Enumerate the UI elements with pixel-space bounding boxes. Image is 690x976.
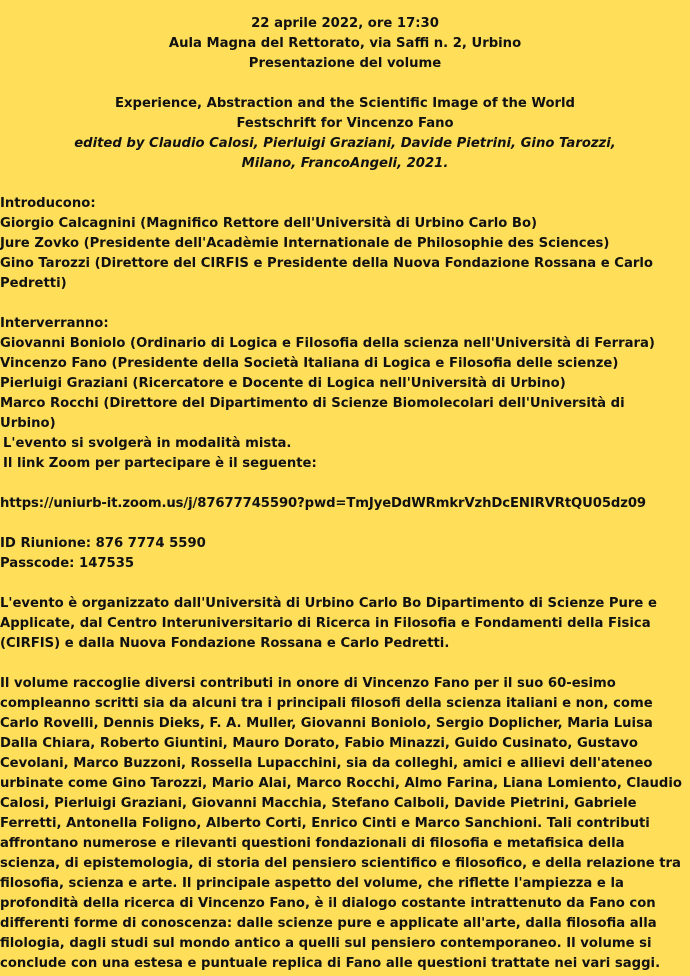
zoom-section (0, 494, 690, 514)
zoom-link[interactable]: https://uniurb-it.zoom.us/j/87677745590?pwd=TmJyeDdWRmkrVzhDcENIRVRtQU05dz09 (0, 496, 646, 511)
event-type: Presentazione del volume (248, 56, 442, 71)
book-title: Experience, Abstraction and the Scientific Image of the World (115, 96, 575, 111)
event-venue: Aula Magna del Rettorato, via Saffi n. 2, Urbino (168, 36, 522, 51)
event-date: 22 aprile 2022, ore 17:30 (251, 16, 439, 31)
speaker-item: Pierluigi Graziani (Ricercatore e Docente di Logica nell'Università di Urbino) (0, 376, 566, 391)
description-paragraph: Il volume raccoglie diversi contributi in onore di Vincenzo Fano per il suo 60-esimo compleanno scritti sia da alcuni tra i principali filosofi della scienza italiani e non, come Carlo Rovelli, Dennis Dieks, F. A. Muller, Giovanni Boniolo, Sergio Doplicher, Maria Luisa Dalla Chiara, Roberto Giuntini, Mauro Dorato, Fabio Minazzi, Guido Cusinato, Gustavo Cevolani, Marco Buzzoni, Rossella Lupacchini, sia da colleghi, amici e allievi dell'ateneo urbinate come Gino Tarozzi, Mario Alai, Marco Rocchi, Almo Farina, Liana Lomiento, Claudio Calosi, Pierluigi Graziani, Giovanni Macchia, Stefano Calboli, Davide Pietrini, Gabriele Ferretti, Antonella Foligno, Alberto Corti, Enrico Cinti e Marco Sanchioni. Tali contributi affrontano numerose e rilevanti questioni fondazionali di filosofia e metafisica della scienza, di epistemologia, di storia del pensiero scientifico e filosofico, e della relazione tra filosofia, scienza e arte. Il principale aspetto del volume, che riflette l'ampiezza e la profondità della ricerca di Vincenzo Fano, è il dialogo costante intrattenuto da Fano con differenti forme di conoscenza: dalle scienze pure e applicate all'arte, dalla filosofia alla filologia, dagli studi sul mondo antico a quelli sul pensiero contemporaneo. Il volume si conclude con una estesa e puntuale replica di Fano alle questioni trattate nei vari saggi. (0, 676, 682, 971)
speaker-item: Giorgio Calcagnini (Magnifico Rettore dell'Università di Urbino Carlo Bo) (0, 216, 538, 231)
book-publisher: Milano, FrancoAngeli, 2021. (241, 156, 449, 171)
book-editors: edited by Claudio Calosi, Pierluigi Graziani, Davide Pietrini, Gino Tarozzi, (74, 136, 616, 151)
speaker-item: Jure Zovko (Presidente dell'Acadèmie Internationale de Philosophie des Sciences) (0, 236, 610, 251)
organizers-paragraph: L'evento è organizzato dall'Università di Urbino Carlo Bo Dipartimento di Scienze Pure e Applicate, dal Centro Interuniversitario di Ricerca in Filosofia e Fondamenti della Fisica (CIRFIS) e dalla Nuova Fondazione Rossana e Carlo Pedretti. (0, 596, 657, 651)
speaker-item: Marco Rocchi (Direttore del Dipartimento di Scienze Biomolecolari dell'Università di Urbino) (0, 396, 625, 431)
interverranno-heading: Interverranno: (0, 316, 109, 331)
event-header (0, 14, 690, 74)
meeting-passcode: Passcode: 147535 (0, 556, 135, 571)
zoom-note: Il link Zoom per partecipare è il seguente: (3, 456, 317, 471)
book-info (0, 94, 690, 174)
book-subtitle: Festschrift for Vincenzo Fano (236, 116, 454, 131)
mode-note: L'evento si svolgerà in modalità mista. (3, 436, 292, 451)
speaker-item: Vincenzo Fano (Presidente della Società Italiana di Logica e Filosofia delle scienze) (0, 356, 619, 371)
speaker-item: Gino Tarozzi (Direttore del CIRFIS e Presidente della Nuova Fondazione Rossana e Carlo Pedretti) (0, 256, 653, 291)
meeting-id: ID Riunione: 876 7774 5590 (0, 536, 206, 551)
introducono-heading: Introducono: (0, 196, 96, 211)
interverranno-section (0, 314, 690, 474)
speaker-item: Giovanni Boniolo (Ordinario di Logica e Filosofia della scienza nell'Università di Ferrara) (0, 336, 655, 351)
introducono-section (0, 194, 690, 294)
meeting-info (0, 534, 690, 574)
